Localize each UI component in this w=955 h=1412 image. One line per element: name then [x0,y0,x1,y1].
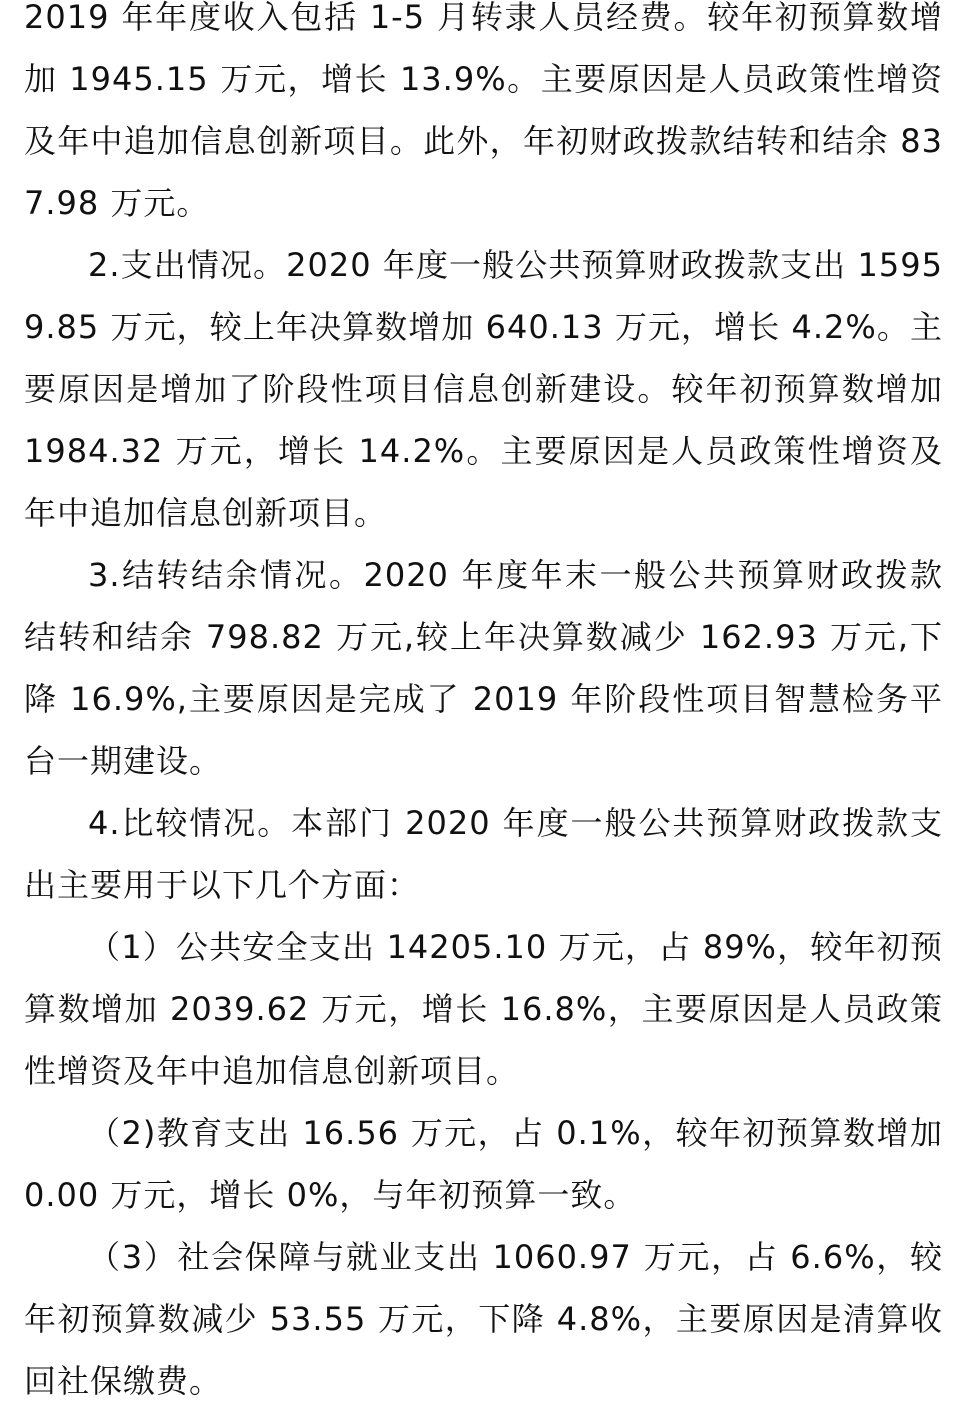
paragraph-social-security: （3）社会保障与就业支出 1060.97 万元，占 6.6%，较年初预算数减少 53.55 万元，下降 4.8%，主要原因是清算收回社保缴费。 [24,1238,943,1400]
paragraph-revenue-continued: 2019 年年度收入包括 1-5 月转隶人员经费。较年初预算数增加 1945.15 万元，增长 13.9%。主要原因是人员政策性增资及年中追加信息创新项目。此外，年初财政拨款结转和结余 837.98 万元。 [24,0,943,222]
paragraph-comparison: 4.比较情况。本部门 2020 年度一般公共预算财政拨款支出主要用于以下几个方面： [24,804,943,904]
paragraph-expenditure: 2.支出情况。2020 年度一般公共预算财政拨款支出 15959.85 万元，较上年决算数增加 640.13 万元，增长 4.2%。主要原因是增加了阶段性项目信息创新建设。较年初预算数增加 1984.32 万元，增长 14.2%。主要原因是人员政策性增资及年中追加信息创新项目。 [24,246,943,532]
paragraph-education: （2)教育支出 16.56 万元，占 0.1%，较年初预算数增加 0.00 万元，增长 0%，与年初预算一致。 [24,1114,943,1214]
paragraph-public-security: （1）公共安全支出 14205.10 万元，占 89%，较年初预算数增加 2039.62 万元，增长 16.8%，主要原因是人员政策性增资及年中追加信息创新项目。 [24,928,943,1090]
paragraph-carryover: 3.结转结余情况。2020 年度年末一般公共预算财政拨款结转和结余 798.82 万元,较上年决算数减少 162.93 万元,下降 16.9%,主要原因是完成了 2019 年阶段性项目智慧检务平台一期建设。 [24,556,943,780]
